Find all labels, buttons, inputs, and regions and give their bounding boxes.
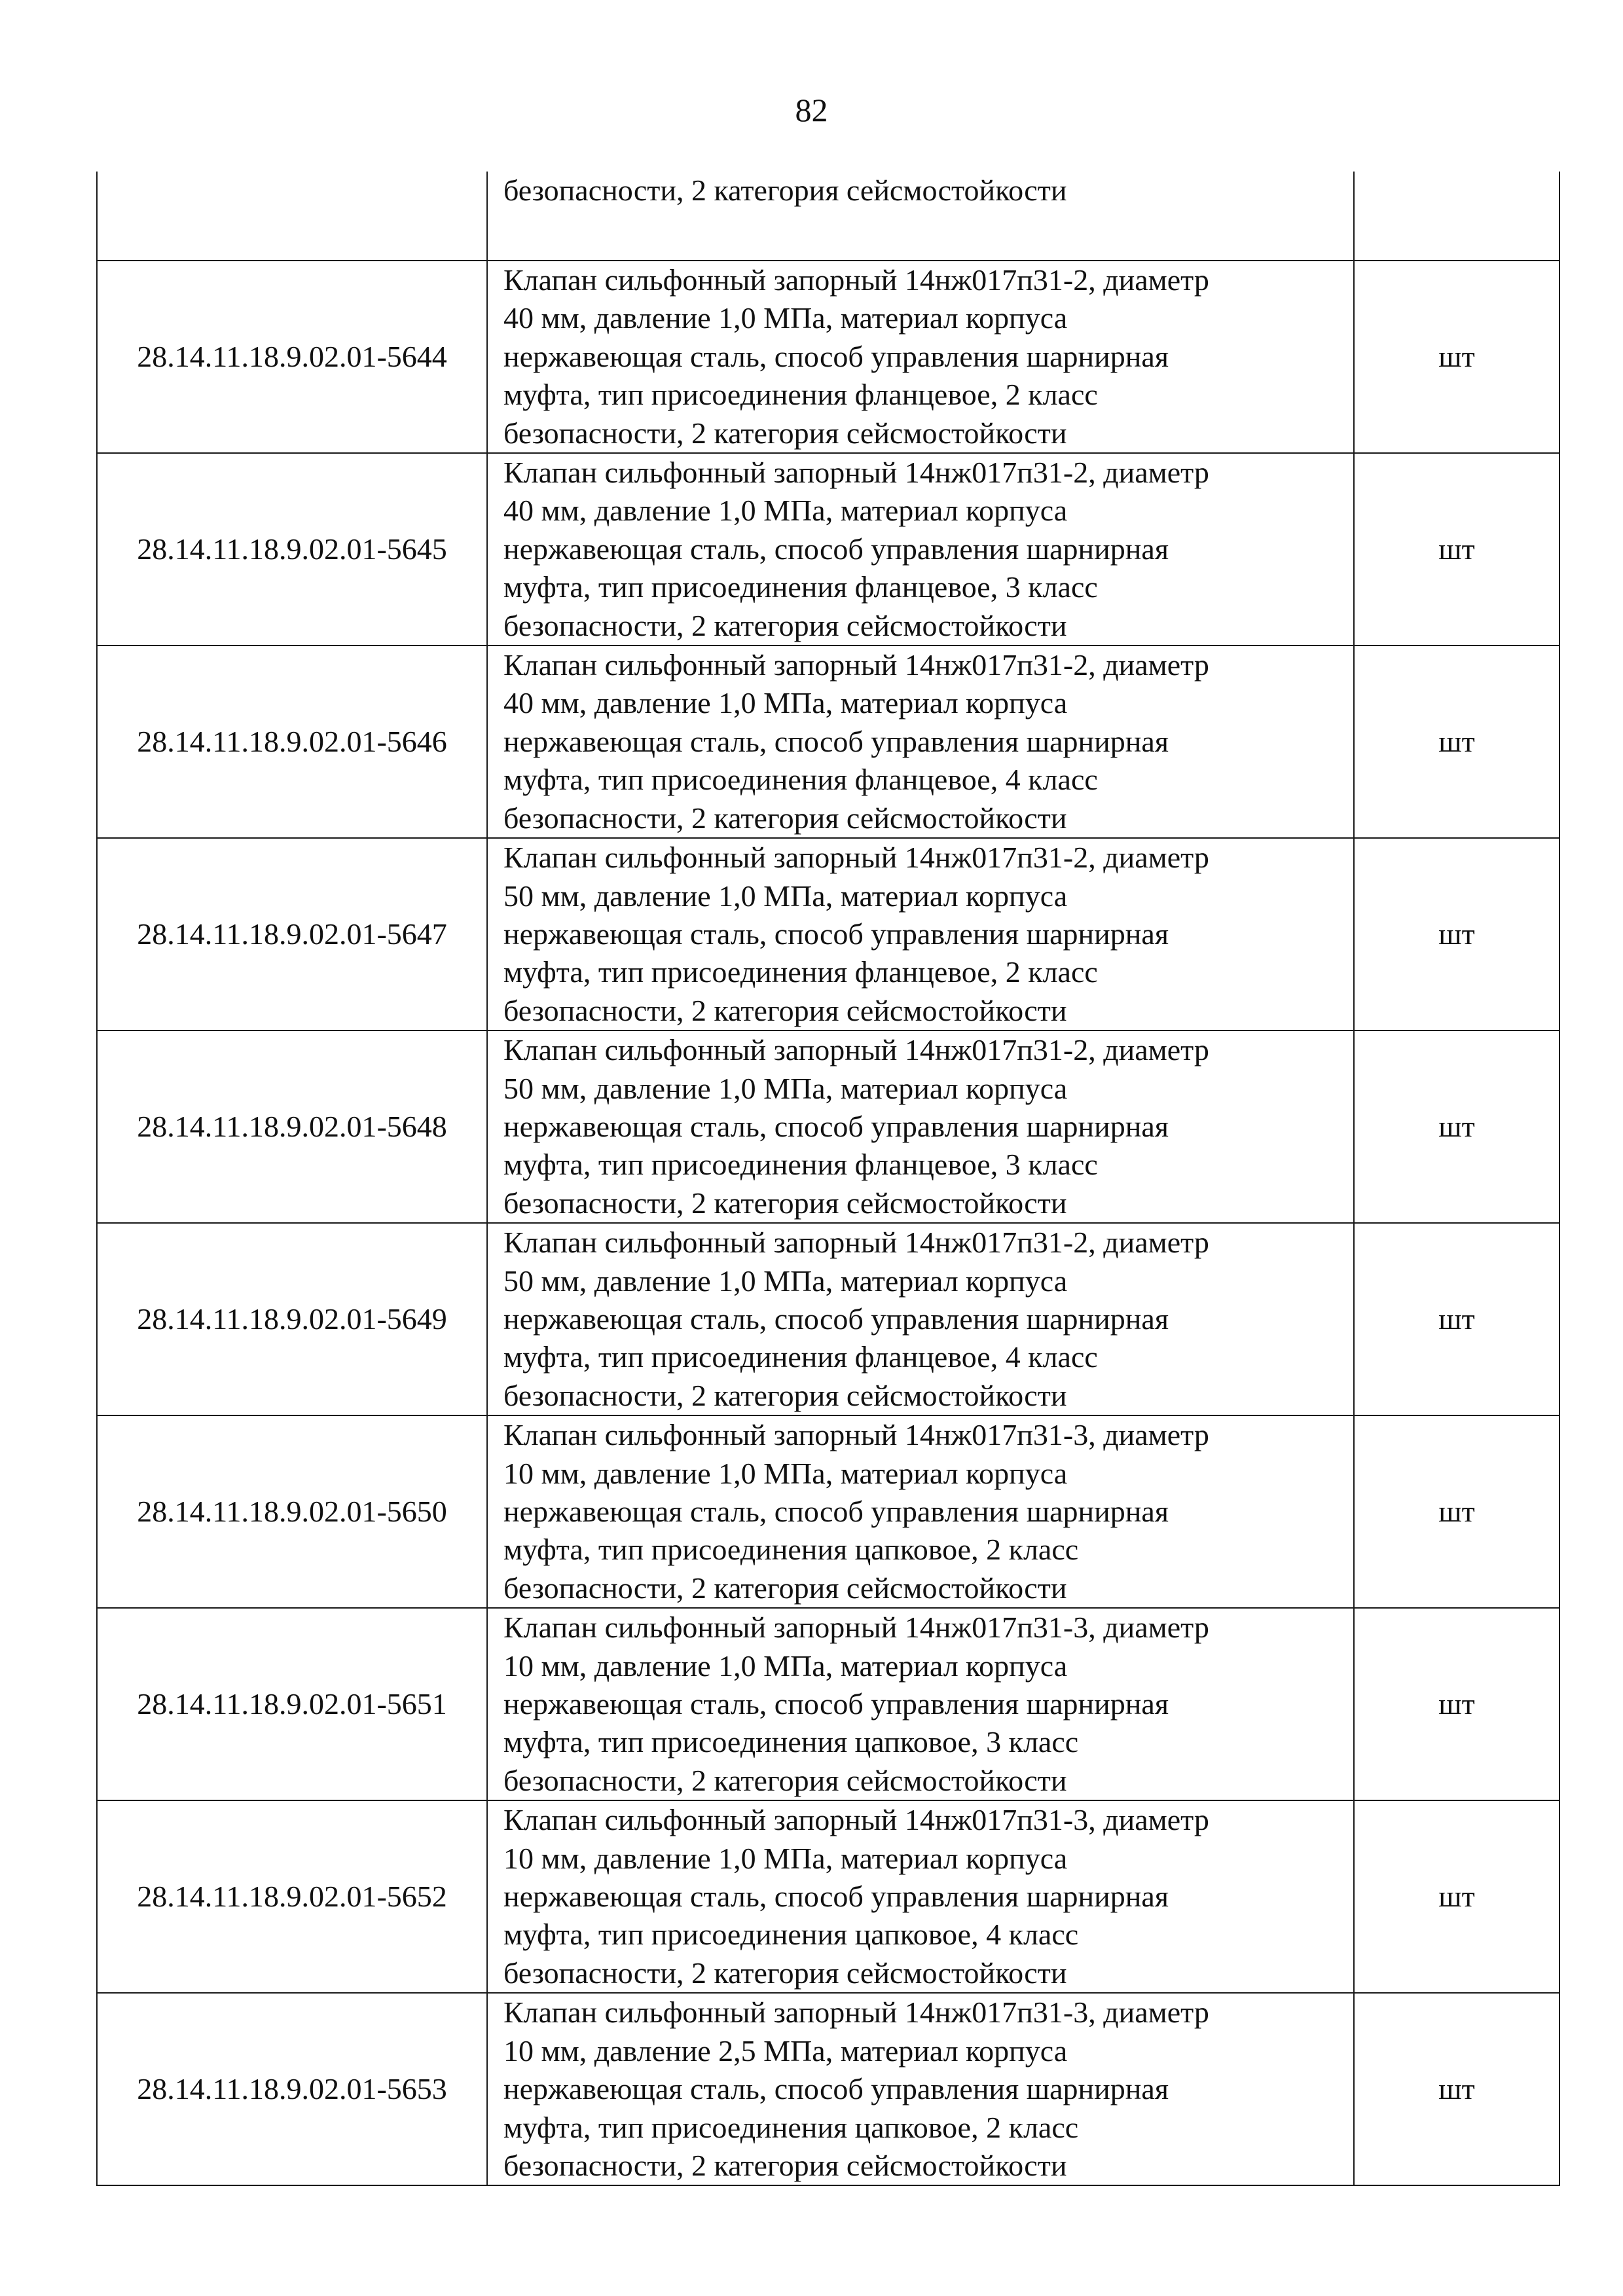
unit-cell (1354, 172, 1559, 261)
unit-cell: шт (1354, 453, 1559, 646)
description-cell: Клапан сильфонный запорный 14нж017п31-2, диаметр 40 мм, давление 1,0 МПа, материал корпуса нержавеющая сталь, способ управления шарнирная муфта, тип присоединения фланцевое, 3 класс безопасности, 2 категория сейсмостойкости (487, 453, 1354, 646)
description-cell: Клапан сильфонный запорный 14нж017п31-2, диаметр 40 мм, давление 1,0 МПа, материал корпуса нержавеющая сталь, способ управления шарнирная муфта, тип присоединения фланцевое, 4 класс безопасности, 2 категория сейсмостойкости (487, 646, 1354, 838)
table-row (97, 261, 1559, 453)
code-cell: 28.14.11.18.9.02.01-5644 (97, 261, 487, 453)
table-row (97, 1030, 1559, 1223)
page-number: 82 (795, 92, 828, 128)
code-cell: 28.14.11.18.9.02.01-5645 (97, 453, 487, 646)
table-row (97, 453, 1559, 646)
code-cell: 28.14.11.18.9.02.01-5651 (97, 1608, 487, 1800)
description-cell: Клапан сильфонный запорный 14нж017п31-2, диаметр 50 мм, давление 1,0 МПа, материал корпуса нержавеющая сталь, способ управления шарнирная муфта, тип присоединения фланцевое, 2 класс безопасности, 2 категория сейсмостойкости (487, 838, 1354, 1030)
description-cell: Клапан сильфонный запорный 14нж017п31-2, диаметр 50 мм, давление 1,0 МПа, материал корпуса нержавеющая сталь, способ управления шарнирная муфта, тип присоединения фланцевое, 3 класс безопасности, 2 категория сейсмостойкости (487, 1030, 1354, 1223)
unit-cell: шт (1354, 838, 1559, 1030)
description-cell: Клапан сильфонный запорный 14нж017п31-2, диаметр 40 мм, давление 1,0 МПа, материал корпуса нержавеющая сталь, способ управления шарнирная муфта, тип присоединения фланцевое, 2 класс безопасности, 2 категория сейсмостойкости (487, 261, 1354, 453)
code-cell: 28.14.11.18.9.02.01-5652 (97, 1800, 487, 1993)
unit-cell: шт (1354, 1030, 1559, 1223)
code-cell: 28.14.11.18.9.02.01-5650 (97, 1415, 487, 1608)
description-cell: Клапан сильфонный запорный 14нж017п31-3, диаметр 10 мм, давление 1,0 МПа, материал корпуса нержавеющая сталь, способ управления шарнирная муфта, тип присоединения цапковое, 2 класс безопасности, 2 категория сейсмостойкости (487, 1415, 1354, 1608)
unit-cell: шт (1354, 1800, 1559, 1993)
description-cell: Клапан сильфонный запорный 14нж017п31-3, диаметр 10 мм, давление 1,0 МПа, материал корпуса нержавеющая сталь, способ управления шарнирная муфта, тип присоединения цапковое, 3 класс безопасности, 2 категория сейсмостойкости (487, 1608, 1354, 1800)
unit-cell: шт (1354, 1608, 1559, 1800)
table-row (97, 646, 1559, 838)
code-cell: 28.14.11.18.9.02.01-5653 (97, 1993, 487, 2185)
code-cell (97, 172, 487, 261)
unit-cell: шт (1354, 1415, 1559, 1608)
table-row (97, 1223, 1559, 1415)
table-row (97, 1608, 1559, 1800)
code-cell: 28.14.11.18.9.02.01-5646 (97, 646, 487, 838)
code-cell: 28.14.11.18.9.02.01-5647 (97, 838, 487, 1030)
table-row (97, 1993, 1559, 2185)
code-cell: 28.14.11.18.9.02.01-5648 (97, 1030, 487, 1223)
unit-cell: шт (1354, 1223, 1559, 1415)
description-cell: Клапан сильфонный запорный 14нж017п31-3, диаметр 10 мм, давление 1,0 МПа, материал корпуса нержавеющая сталь, способ управления шарнирная муфта, тип присоединения цапковое, 4 класс безопасности, 2 категория сейсмостойкости (487, 1800, 1354, 1993)
table-row (97, 1415, 1559, 1608)
table-row-continuation (97, 172, 1559, 261)
description-cell: Клапан сильфонный запорный 14нж017п31-3, диаметр 10 мм, давление 2,5 МПа, материал корпуса нержавеющая сталь, способ управления шарнирная муфта, тип присоединения цапковое, 2 класс безопасности, 2 категория сейсмостойкости (487, 1993, 1354, 2185)
items-table-body (97, 172, 1559, 2185)
code-cell: 28.14.11.18.9.02.01-5649 (97, 1223, 487, 1415)
unit-cell: шт (1354, 1993, 1559, 2185)
description-cell: безопасности, 2 категория сейсмостойкости (487, 172, 1354, 261)
unit-cell: шт (1354, 261, 1559, 453)
table-row (97, 838, 1559, 1030)
description-cell: Клапан сильфонный запорный 14нж017п31-2, диаметр 50 мм, давление 1,0 МПа, материал корпуса нержавеющая сталь, способ управления шарнирная муфта, тип присоединения фланцевое, 4 класс безопасности, 2 категория сейсмостойкости (487, 1223, 1354, 1415)
table-row (97, 1800, 1559, 1993)
unit-cell: шт (1354, 646, 1559, 838)
items-table (96, 172, 1560, 2186)
